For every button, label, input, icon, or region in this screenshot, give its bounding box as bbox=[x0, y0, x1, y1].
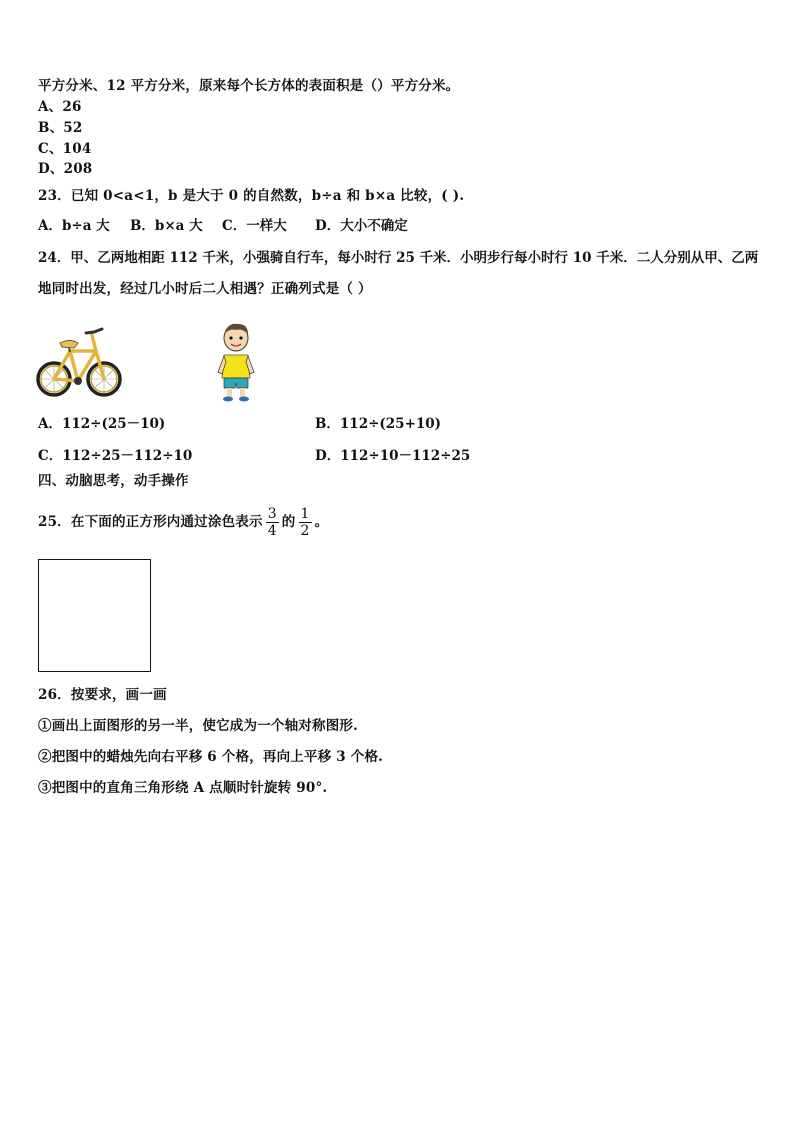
q24-option-b: B．112÷(25+10) bbox=[315, 416, 442, 432]
q23-option-c: C．一样大 bbox=[222, 218, 287, 234]
section-title: 四、动脑思考，动手操作 bbox=[38, 473, 189, 489]
boy-image bbox=[214, 322, 258, 402]
q22-option-c: C、104 bbox=[38, 141, 92, 157]
q22-option-b: B、52 bbox=[38, 120, 83, 136]
q24-text-line2: 地同时出发，经过几小时后二人相遇？正确列式是（ ） bbox=[38, 281, 372, 297]
q25-mid: 的 bbox=[281, 514, 296, 530]
q26-item-3: ③把图中的直角三角形绕 A 点顺时针旋转 90°. bbox=[38, 780, 328, 796]
q23-text: 23．已知 0<a<1，b 是大于 0 的自然数，b÷a 和 b×a 比较，( ). bbox=[38, 188, 465, 204]
fraction-denominator: 4 bbox=[267, 522, 277, 539]
q22-text: 平方分米、12 平方分米，原来每个长方体的表面积是（）平方分米。 bbox=[38, 78, 460, 94]
q25-prefix: 25．在下面的正方形内通过涂色表示 bbox=[38, 514, 263, 530]
fraction-one-half bbox=[299, 506, 312, 539]
q25-text bbox=[38, 504, 328, 540]
q24-option-c: C．112÷25－112÷10 bbox=[38, 448, 193, 464]
fraction-three-quarters bbox=[266, 506, 279, 539]
q24-text-line1: 24．甲、乙两地相距 112 千米，小强骑自行车，每小时行 25 千米．小明步行每小时行 10 千米．二人分别从甲、乙两 bbox=[38, 250, 759, 266]
fraction-denominator: 2 bbox=[300, 522, 310, 539]
q22-option-a: A、26 bbox=[38, 99, 82, 115]
q23-option-b: B．b×a 大 bbox=[130, 218, 203, 234]
bicycle-image bbox=[36, 321, 124, 403]
q23-option-a: A．b÷a 大 bbox=[38, 218, 110, 234]
fraction-numerator: 1 bbox=[300, 505, 310, 522]
q24-option-d: D．112÷10－112÷25 bbox=[315, 448, 471, 464]
q26-item-2: ②把图中的蜡烛先向右平移 6 个格，再向上平移 3 个格. bbox=[38, 749, 384, 765]
q22-option-d: D、208 bbox=[38, 161, 93, 177]
q25-suffix: 。 bbox=[314, 514, 329, 530]
fraction-numerator: 3 bbox=[267, 505, 277, 522]
q26-item-1: ①画出上面图形的另一半，使它成为一个轴对称图形. bbox=[38, 718, 358, 734]
q23-option-d: D．大小不确定 bbox=[315, 218, 408, 234]
q26-title: 26．按要求，画一画 bbox=[38, 687, 167, 703]
square-drawing-area[interactable] bbox=[38, 559, 151, 672]
q24-option-a: A．112÷(25－10) bbox=[38, 416, 166, 432]
